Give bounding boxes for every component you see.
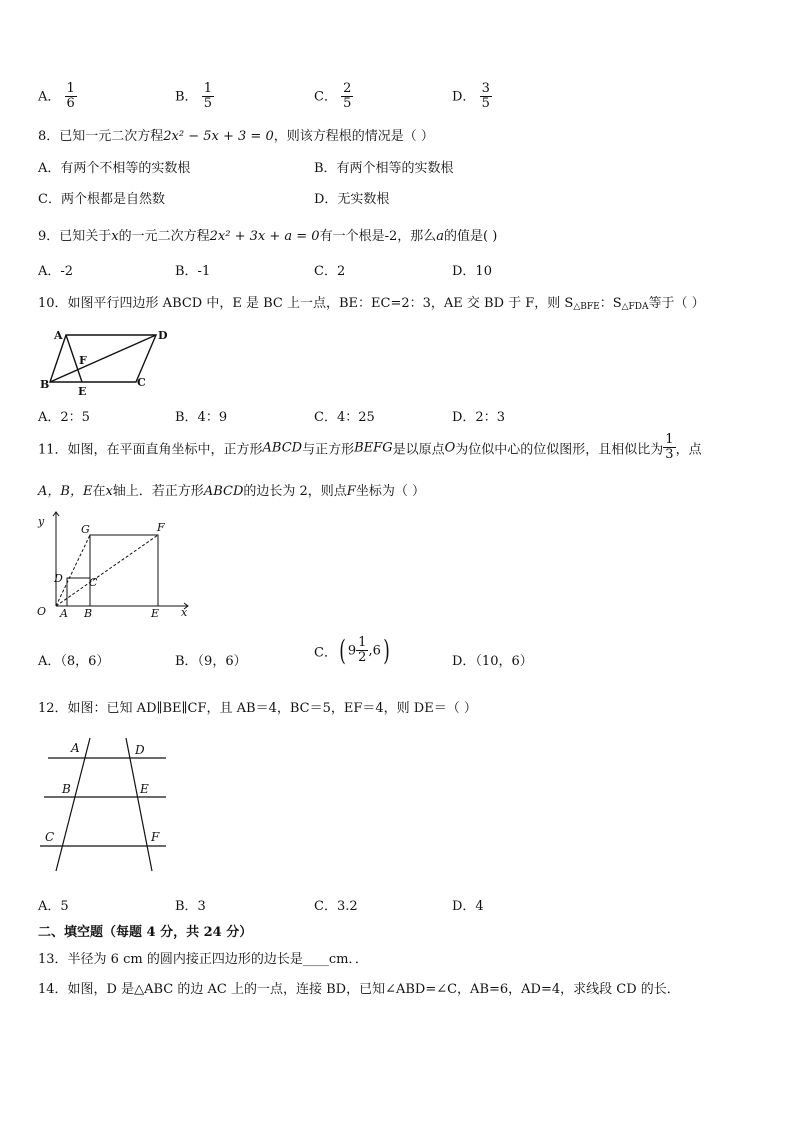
- q8-option-c: C．两个根都是自然数: [38, 192, 165, 207]
- label-f: F: [157, 521, 165, 534]
- origin-label: O: [37, 605, 47, 618]
- q10-option-d: D．2：3: [452, 410, 505, 425]
- q12-option-c: C．3.2: [314, 899, 358, 914]
- label-e: E: [78, 385, 87, 398]
- label-c: C: [45, 830, 55, 844]
- q7-option-b: B． $\frac{1}{5}$: [175, 81, 212, 112]
- q12-option-b: B．3: [175, 899, 206, 914]
- q12-parallel-lines-figure: [34, 734, 174, 876]
- label-f: F: [79, 354, 87, 367]
- axis-y-label: y: [38, 515, 45, 528]
- q7-option-a-fraction: $\frac{1}{6}$: [66, 81, 75, 112]
- label-a: A: [71, 741, 80, 755]
- label-d: D: [158, 329, 168, 342]
- q11-stem-line1: 11．如图，在平面直角坐标中，正方形ABCD与正方形BEFG是以原点O为位似中心的位似图形，且相似比为 $\frac{1}{3}$ ，点: [38, 432, 702, 463]
- q8-option-a: A．有两个不相等的实数根: [38, 161, 191, 176]
- q11-option-a: A．（8，6）: [38, 654, 110, 669]
- label-e: E: [151, 607, 160, 620]
- q7-option-b-fraction: $\frac{1}{5}$: [203, 81, 212, 112]
- q12-option-a: A．5: [38, 899, 69, 914]
- q10-option-b: B．4：9: [175, 410, 228, 425]
- q11-coordinate-figure: [30, 508, 200, 623]
- q11-stem-line2: A，B，E在x轴上．若正方形ABCD的边长为 2，则点F坐标为（ ）: [38, 484, 425, 499]
- q12-stem: 12．如图：已知 AD∥BE∥CF，且 AB＝4，BC＝5，EF＝4，则 DE＝（ ）: [38, 701, 477, 716]
- q11-option-d: D．（10，6）: [452, 654, 533, 669]
- q7-option-d-fraction: $\frac{3}{5}$: [481, 81, 490, 112]
- axis-x-label: x: [181, 606, 188, 619]
- q12-option-d: D．4: [452, 899, 484, 914]
- q8-option-b: B．有两个相等的实数根: [314, 161, 454, 176]
- label-a: A: [60, 607, 68, 620]
- label-d: D: [54, 572, 63, 585]
- q9-option-c: C．2: [314, 264, 346, 279]
- q8-stem: 8．已知一元二次方程2x² − 5x + 3 = 0，则该方程根的情况是（ ）: [38, 129, 434, 144]
- q14-stem: 14．如图，D 是△ABC 的边 AC 上的一点，连接 BD，已知∠ABD=∠C，AB=6，AD=4，求线段 CD 的长．: [38, 982, 680, 997]
- q10-stem: 10．如图平行四边形 ABCD 中，E 是 BC 上一点，BE：EC=2：3，AE 交 BD 于 F，则 $S_{\triangle BFE}$：$S_{\triangle FDA}$等于（ ）: [38, 296, 705, 312]
- q11-option-c-fraction: $\frac{1}{2}$: [358, 635, 367, 666]
- q10-option-a: A．2：5: [38, 410, 90, 425]
- section-2-title: 二、填空题（每题 4 分，共 24 分）: [38, 925, 253, 940]
- q13-stem: 13．半径为 6 cm 的圆内接正四边形的边长是____cm．．: [38, 952, 368, 967]
- label-b: B: [84, 607, 93, 620]
- label-b: B: [40, 378, 50, 391]
- q7-option-a: A． $\frac{1}{6}$: [38, 81, 75, 112]
- label-c: C: [89, 576, 98, 589]
- q7-option-c-fraction: $\frac{2}{5}$: [343, 81, 352, 112]
- q11-option-c: C．( 9 $\frac{1}{2}$ ,6): [314, 633, 390, 667]
- q8-option-d: D．无实数根: [314, 192, 390, 207]
- q7-option-c: C． $\frac{2}{5}$: [314, 81, 352, 112]
- q9-option-b: B．-1: [175, 264, 211, 279]
- label-d: D: [135, 743, 145, 757]
- q11-option-b: B．（9，6）: [175, 654, 247, 669]
- label-a: A: [54, 329, 63, 342]
- label-e: E: [140, 782, 149, 796]
- q13-answer-blank[interactable]: ____: [302, 952, 329, 967]
- label-b: B: [62, 782, 71, 796]
- q9-option-a: A．-2: [38, 264, 74, 279]
- label-g: G: [81, 523, 90, 536]
- q10-parallelogram-figure: [36, 322, 166, 398]
- q9-stem: 9．已知关于x的一元二次方程2x² + 3x + a = 0有一个根是-2，那么a的值是( ): [38, 229, 498, 244]
- label-c: C: [137, 376, 146, 389]
- q7-option-d: D． $\frac{3}{5}$: [452, 81, 490, 112]
- q9-option-d: D．10: [452, 264, 492, 279]
- q11-ratio-fraction: $\frac{1}{3}$: [665, 432, 674, 463]
- q10-option-c: C．4：25: [314, 410, 375, 425]
- label-f: F: [151, 830, 160, 844]
